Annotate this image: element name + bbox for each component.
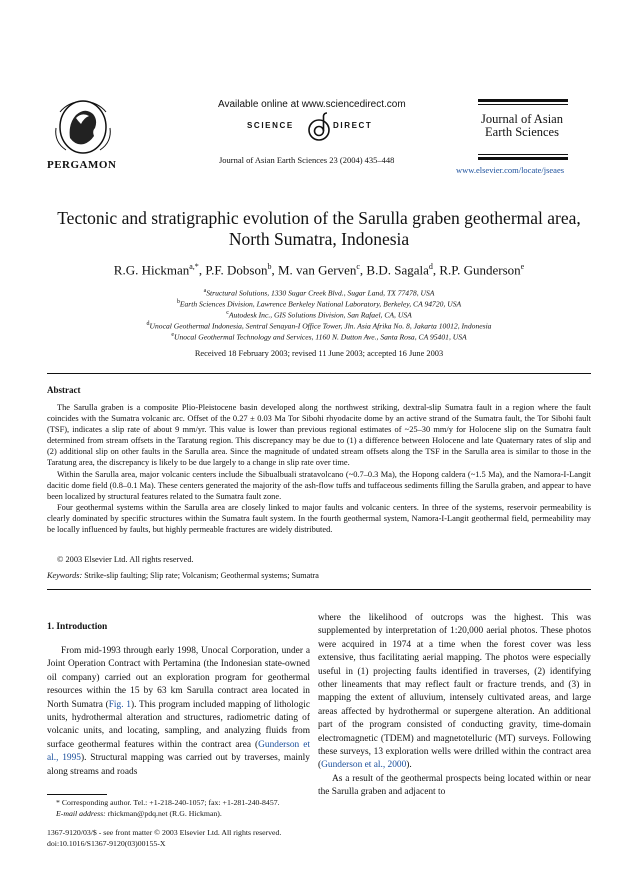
- journal-rule-top: [478, 99, 568, 102]
- body-column-right: [318, 612, 591, 800]
- figure-ref-link[interactable]: Fig. 1: [108, 699, 131, 710]
- email-note: [47, 809, 310, 820]
- body-paragraph: As a result of the geothermal prospects being located within or near the Sarulla graben and adjacent to: [318, 773, 591, 798]
- affiliation-text: Unocal Geothermal Indonesia, Sentral Senayan-I Office Tower, Jln. Asia Afrika No. 8, Jakarta 10012, Indonesia: [149, 321, 492, 331]
- journal-rule-bottom-thin: [478, 154, 568, 155]
- email-label: E-mail address:: [56, 808, 106, 818]
- affiliation-mark: d: [146, 321, 150, 327]
- abstract-heading: Abstract: [47, 385, 81, 395]
- received-dates: Received 18 February 2003; revised 11 June 2003; accepted 16 June 2003: [194, 349, 444, 358]
- keywords: [47, 571, 319, 580]
- body-text: ). Structural mapping was carried out by traverses, mainly along streams and roads: [47, 753, 310, 777]
- author-list: R.G. Hickman$^{a,*}$, P.F. Dobson$^b$, M. van Gerven$^c$, B.D. Sagala$^d$, R.P. Gunderson$^e$: [113, 262, 525, 278]
- author-affiliation-mark: c: [356, 262, 360, 271]
- email-address[interactable]: rhickman@pdq.net (R.G. Hickman).: [107, 808, 222, 818]
- body-text: ).: [406, 760, 412, 771]
- affiliation-text: Structural Solutions, 1330 Sugar Creek Blvd., Sugar Land, TX 77478, USA: [206, 288, 435, 298]
- issn-block: [47, 827, 281, 849]
- keywords-label: Keywords:: [47, 571, 83, 580]
- affiliation-mark: a: [203, 288, 207, 294]
- author-name: R.G. Hickman: [113, 262, 190, 278]
- affiliation-text: Earth Sciences Division, Lawrence Berkeley National Laboratory, Berkeley, CA 94720, USA: [179, 299, 462, 309]
- journal-citation: Journal of Asian Earth Sciences 23 (2004) 435–448: [219, 155, 395, 165]
- affiliation: [40, 310, 598, 320]
- author-affiliation-mark: b: [267, 262, 272, 271]
- citation-link[interactable]: Gunderson et al., 1995: [47, 739, 310, 764]
- section-heading-introduction: 1. Introduction: [47, 622, 108, 632]
- keywords-list: Strike-slip faulting; Slip rate; Volcanism; Geothermal systems; Sumatra: [84, 571, 319, 580]
- body-text: where the likelihood of outcrops was the highest. This was supplemented by interpretation of 1:20,000 aerial photos. These photos were acquired in 1974 at a time when the forest cover was less extensive, thus facilitating aerial mapping. The photos were especially useful in (1) projecting faults identified in traverses, (2) identifying other lineaments that may reflect fault or fracture trends, and (3) in mapping the extent of alluvium, intensely cultivated areas, and large areas affected by hydrothermal or supergene alteration. An additional part of the program consisted of conducting gravity, time-domain electromagnetic (TDEM) and magnetotelluric (MT) surveys. Following these surveys, 13 exploration wells were drilled within the contract area (: [318, 613, 591, 771]
- corresponding-author-note: * Corresponding author. Tel.: +1-218-240-1057; fax: +1-281-240-8457.: [56, 798, 280, 807]
- available-online-text: Available online at www.sciencedirect.com: [218, 99, 406, 110]
- footnote-rule: [47, 794, 107, 795]
- affiliation-text: Autodesk Inc., GIS Solutions Division, San Rafael, CA, USA: [228, 310, 412, 320]
- abstract-paragraph: Four geothermal systems within the Sarulla area are closely linked to major faults and volcanic centers. In three of the systems, reservoir permeability is clearly dominated by specific structures within the Sumatra fault system. In the fourth geothermal system, Namora-I-Langit geothermal field, permeability may be locally influenced by faults, but highly permeable fractures are widely distributed.: [47, 502, 591, 535]
- abstract-rule-top: [47, 373, 591, 374]
- journal-rule-bottom: [478, 157, 568, 160]
- body-paragraph: [47, 645, 310, 779]
- body-text: From mid-1993 through early 1998, Unocal Corporation, under a Joint Operation Contract with Pertamina (the Indonesian state-owned oil company) carried out an exploration program for geothermal resources within the 15 by 63 km Sarulla contract area located in North Sumatra (: [47, 646, 310, 710]
- author-affiliation-mark: d: [428, 262, 433, 271]
- body-column-left: [47, 645, 310, 779]
- affiliation: [40, 288, 598, 298]
- journal-rule-top-thin: [478, 104, 568, 105]
- article-title: Tectonic and stratigraphic evolution of the Sarulla graben geothermal area, North Sumatra, Indonesia: [57, 208, 581, 249]
- author-name: B.D. Sagala: [366, 262, 429, 278]
- author-affiliation-mark: e: [520, 262, 525, 271]
- sciencedirect-logo: [247, 112, 387, 146]
- affiliation-mark: e: [171, 332, 174, 338]
- author-name: R.P. Gunderson: [439, 262, 521, 278]
- journal-url-link[interactable]: www.elsevier.com/locate/jseaes: [456, 165, 565, 175]
- affiliation-mark: c: [226, 310, 229, 316]
- journal-name: [470, 113, 574, 139]
- sd-logo-right: DIRECT: [333, 121, 373, 130]
- affiliation: [40, 332, 598, 342]
- issn-line: 1367-9120/03/$ - see front matter © 2003 Elsevier Ltd. All rights reserved.: [47, 828, 282, 837]
- publisher-logo: [48, 98, 118, 156]
- sd-logo-left: SCIENCE: [247, 121, 294, 130]
- body-paragraph: [318, 612, 591, 773]
- author-affiliation-mark: a,*: [189, 262, 199, 271]
- abstract-paragraph: The Sarulla graben is a composite Plio-Pleistocene basin developed along the northwest striking, dextral-slip Sumatra fault in a region where the fault coincides with the Sumatra volcanic arc. Offset of the 0.27 ± 0.03 Ma Tor Sibohi rhyodacite dome by an active strand of the Sumatra fault, the Tor Sibohi fault (TSF), indicates a slip rate of about 9 mm/yr. This value is lower than previous regional estimates of ~25–30 mm/y for Holocene slip on the Sumatra fault determined from stream offsets in the Taratung region. This discrepancy may be due to (1) a difference between Holocene and late Quaternary rates of slip and (2) additional slip on other faults in the Sarulla area. Since the magnitude of undated stream offsets along the TSF in the Sarulla area is similar to those in the Taratung area, the discrepancy is likely to be due largely to a change in slip rate over time.: [47, 403, 591, 468]
- abstract-body: [47, 402, 591, 535]
- abstract-copyright: © 2003 Elsevier Ltd. All rights reserved.: [57, 555, 194, 564]
- journal-name-line2: Earth Sciences: [485, 125, 559, 139]
- doi-line: doi:10.1016/S1367-9120(03)00155-X: [47, 839, 166, 848]
- author-name: P.F. Dobson: [205, 262, 268, 278]
- abstract-rule-bottom: [47, 589, 591, 590]
- affiliation: [40, 299, 598, 309]
- publisher-name: PERGAMON: [47, 159, 117, 171]
- affiliation: [40, 321, 598, 331]
- abstract-paragraph: Within the Sarulla area, major volcanic centers include the Sibualbuali stratavolcano (~0.7–0.3 Ma), the Hopong caldera (~1.5 Ma), and the Namora-I-Langit dacitic dome field (0.8–0.1 Ma). These centers generated the majority of the ash-flow tuffs and tuffaceous sediments filling the Sarulla graben, and appear to have been localized by structural features related to the Sumatra fault zone.: [47, 469, 591, 501]
- body-text: ). This program included mapping of lithologic units, hydrothermal alteration and structures, radiometric dating of volcanic units, and locating, sampling, and analyzing fluids from surface geothermal features within the contract area (: [47, 699, 310, 750]
- affiliation-text: Unocal Geothermal Technology and Services, 1160 N. Dutton Ave., Santa Rosa, CA 95401, USA: [173, 332, 467, 342]
- author-name: M. van Gerven: [278, 262, 357, 278]
- citation-link[interactable]: Gunderson et al., 2000: [321, 760, 407, 771]
- footnote: [47, 798, 310, 819]
- affiliation-mark: b: [176, 299, 180, 305]
- sciencedirect-at-icon: [307, 112, 331, 146]
- journal-name-line1: Journal of Asian: [481, 112, 563, 126]
- pergamon-emblem-icon: [48, 98, 118, 156]
